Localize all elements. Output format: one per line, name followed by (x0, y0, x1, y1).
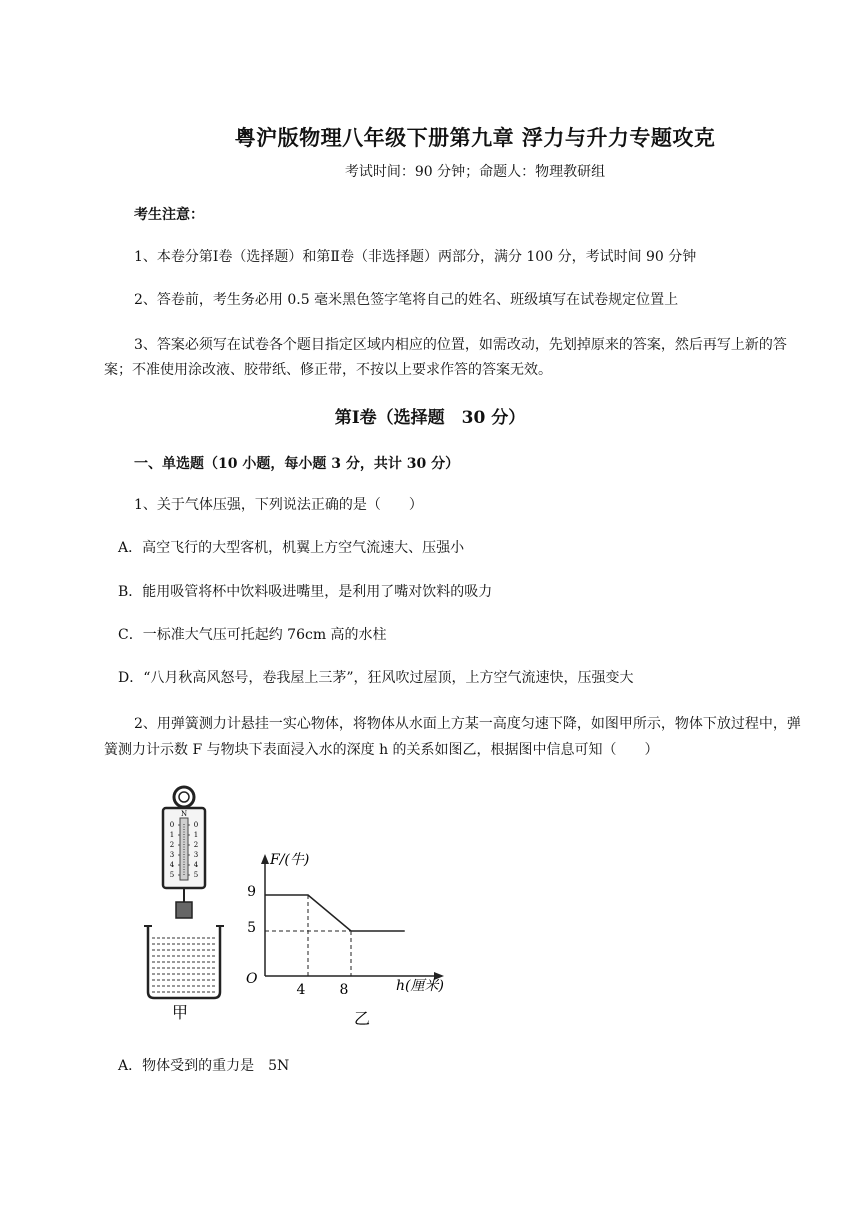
scale-tick-label: 4 (193, 861, 199, 869)
origin-label: O (246, 971, 258, 987)
option-a: A．物体受到的重力是 5N (118, 1058, 290, 1074)
scale-tick-label: 3 (169, 851, 175, 859)
notice-item: 1、本卷分第Ⅰ卷（选择题）和第Ⅱ卷（非选择题）两部分，满分 100 分，考试时间 90 分钟 (134, 249, 697, 265)
scale-tick-label: 2 (193, 841, 199, 849)
y-tick-label: 9 (247, 884, 256, 900)
exam-info: 考试时间：90 分钟；命题人：物理教研组 (344, 164, 606, 180)
force-depth-graph (246, 852, 444, 998)
scale-tick-label: 2 (169, 841, 175, 849)
figure (130, 780, 490, 1030)
option-c: C．一标准大气压可托起约 76cm 高的水柱 (118, 627, 387, 643)
x-tick-label: 4 (296, 982, 306, 998)
option-b: B．能用吸管将杯中饮料吸进嘴里，是利用了嘴对饮料的吸力 (118, 584, 493, 600)
part-heading: 一、单选题（10 小题，每小题 3 分，共计 30 分） (134, 456, 460, 472)
option-a: A．高空飞行的大型客机，机翼上方空气流速大、压强小 (118, 540, 465, 556)
notice-item: 2、答卷前，考生务必用 0.5 毫米黑色签字笔将自己的姓名、班级填写在试卷规定位置上 (134, 292, 679, 308)
scale-tick-label: 5 (169, 871, 175, 879)
scale-tick-label: 1 (193, 831, 199, 839)
scale-tick-label: 5 (193, 871, 199, 879)
scale-tick-label: 4 (169, 861, 175, 869)
solid-object (176, 902, 192, 918)
label-jia: 甲 (171, 1003, 189, 1022)
scale-tick-label: 3 (193, 851, 199, 859)
option-d: D．“八月秋高风怒号，卷我屋上三茅”，狂风吹过屋顶，上方空气流速快，压强变大 (118, 670, 634, 686)
section-title: 第Ⅰ卷（选择题 30 分） (334, 408, 526, 428)
data-line (265, 895, 405, 931)
y-tick-label: 5 (247, 920, 256, 936)
y-axis-label: F/(牛) (270, 852, 310, 868)
scale-tick-label: 1 (169, 831, 175, 839)
question-stem: 1、关于气体压强，下列说法正确的是（ ） (134, 497, 423, 513)
notice-heading: 考生注意： (134, 207, 204, 223)
scale-tick-label: 0 (169, 821, 175, 829)
notice-item: 3、答案必须写在试卷各个题目指定区域内相应的位置，如需改动，先划掉原来的答案，然后再写上新的答案；不准使用涂改液、胶带纸、修正带，不按以上要求作答的答案无效。 (104, 337, 787, 378)
x-axis-label: h(厘米) (396, 978, 444, 994)
scale-tick-label: 0 (193, 821, 199, 829)
y-axis-arrow (261, 854, 269, 864)
spring-scale-illustration (144, 787, 224, 998)
document-title: 粤沪版物理八年级下册第九章 浮力与升力专题攻克 (234, 125, 716, 150)
question-stem: 2、用弹簧测力计悬挂一实心物体，将物体从水面上方某一高度匀速下降，如图甲所示，物体下放过程中，弹簧测力计示数 F 与物块下表面浸入水的深度 h 的关系如图乙，根据图中信息可知（ ） (104, 716, 801, 758)
scale-unit-label: N (180, 810, 188, 818)
label-yi: 乙 (353, 1009, 371, 1028)
x-tick-label: 8 (339, 982, 349, 998)
